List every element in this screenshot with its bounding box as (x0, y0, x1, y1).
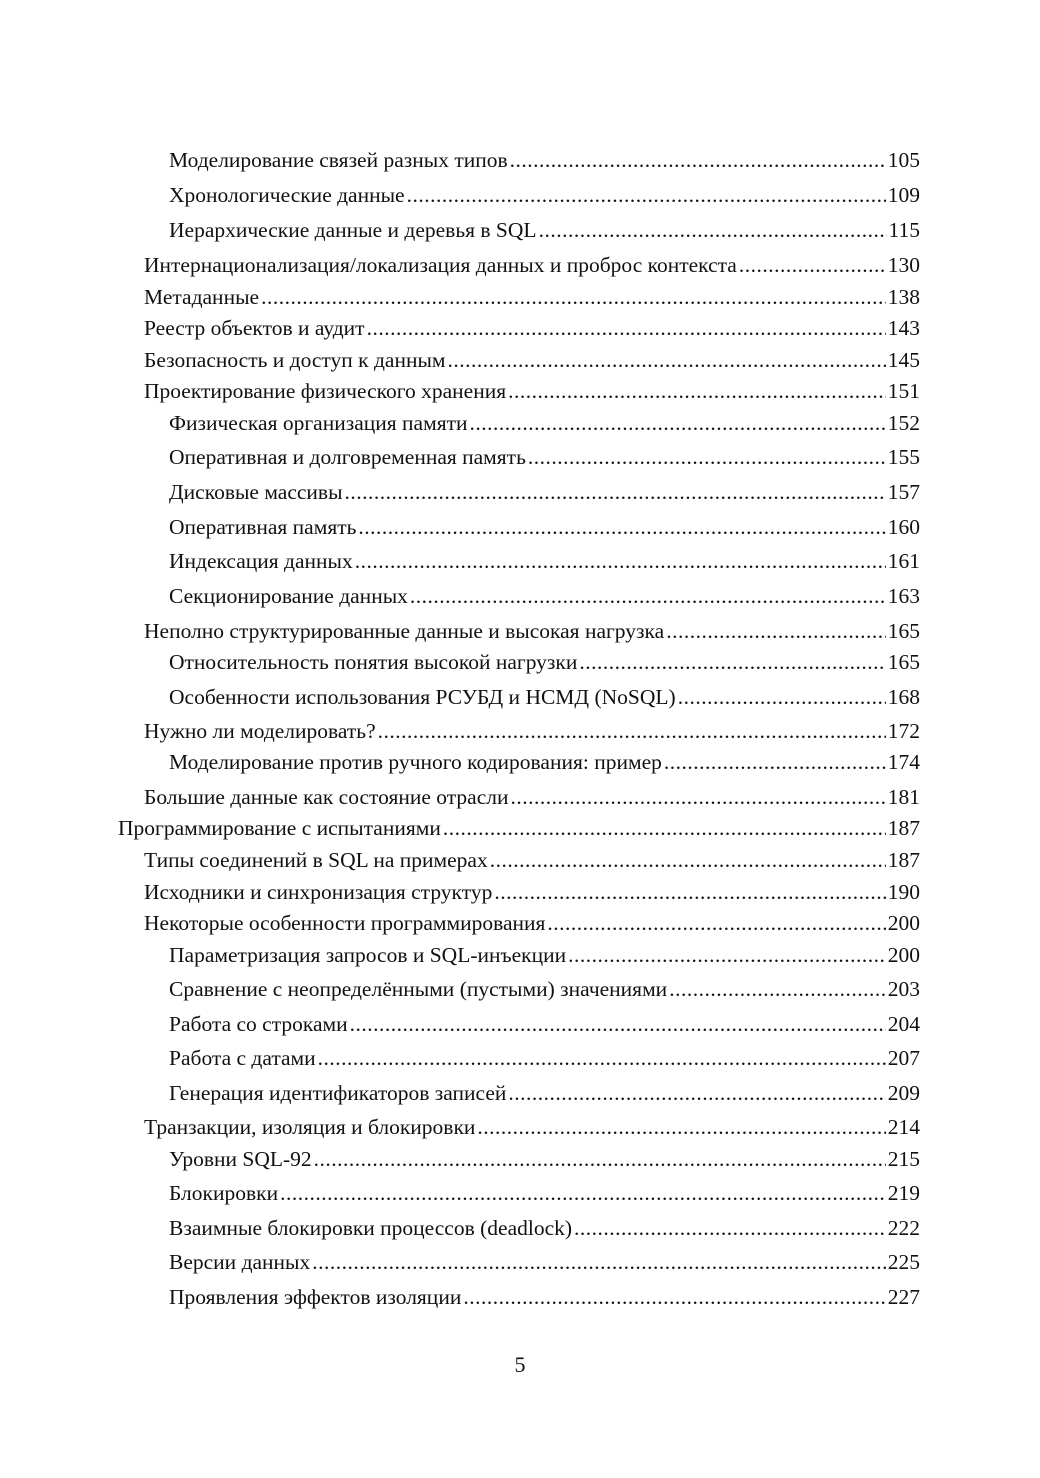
toc-entry-page: 165 (887, 650, 920, 674)
dot-leader (355, 547, 886, 575)
toc-entry (0, 1214, 920, 1242)
toc-entry-title: Хронологические данные (169, 183, 405, 207)
dot-leader (261, 283, 886, 311)
dot-leader (448, 346, 886, 374)
dot-leader (463, 1283, 885, 1311)
toc-entry-page: 222 (887, 1216, 920, 1240)
dot-leader (312, 1248, 885, 1276)
dot-leader (358, 513, 885, 541)
toc-entry (0, 547, 920, 575)
toc-entry-title: Неполно структурированные данные и высокая нагрузка (144, 619, 665, 643)
toc-entry (0, 181, 920, 209)
toc-entry-title: Моделирование связей разных типов (169, 148, 508, 172)
toc-entry-title: Взаимные блокировки процессов (deadlock) (169, 1216, 573, 1240)
toc-entry-page: 160 (887, 515, 920, 539)
toc-entry-title: Блокировки (169, 1181, 279, 1205)
toc-entry-title: Проявления эффектов изоляции (169, 1285, 462, 1309)
dot-leader (666, 617, 886, 645)
dot-leader (494, 878, 885, 906)
toc-entry (0, 409, 920, 437)
toc-entry (0, 648, 920, 676)
toc-entry-title: Метаданные (144, 285, 260, 309)
dot-leader (511, 783, 886, 811)
toc-entry-page: 190 (887, 880, 920, 904)
toc-entry-title: Иерархические данные и деревья в SQL (169, 218, 537, 242)
toc-entry-page: 187 (887, 848, 920, 872)
toc-entry (0, 909, 920, 937)
toc-entry-title: Оперативная память (169, 515, 357, 539)
toc-entry (0, 146, 920, 174)
toc-entry-page: 227 (887, 1285, 920, 1309)
toc-entry-title: Большие данные как состояние отрасли (144, 785, 509, 809)
toc-entry (0, 814, 920, 842)
toc-entry-title: Нужно ли моделировать? (144, 719, 376, 743)
toc-entry (0, 283, 920, 311)
dot-leader (443, 814, 886, 842)
toc-entry-title: Версии данных (169, 1250, 311, 1274)
toc-entry-title: Параметризация запросов и SQL-инъекции (169, 943, 567, 967)
toc-entry (0, 1044, 920, 1072)
toc-entry-title: Проектирование физического хранения (144, 379, 507, 403)
toc-entry-page: 203 (887, 977, 920, 1001)
toc-entry-page: 181 (887, 785, 920, 809)
toc-entry-title: Оперативная и долговременная память (169, 445, 526, 469)
page-number: 5 (514, 1352, 526, 1377)
toc-entry-page: 145 (887, 348, 920, 372)
toc-entry-page: 225 (887, 1250, 920, 1274)
toc-entry-page: 157 (887, 480, 920, 504)
dot-leader (314, 1145, 886, 1173)
toc-entry (0, 878, 920, 906)
toc-entry-title: Типы соединений в SQL на примерах (144, 848, 488, 872)
dot-leader (490, 846, 886, 874)
toc-entry-page: 204 (887, 1012, 920, 1036)
dot-leader (367, 314, 886, 342)
toc-entry-page: 163 (887, 584, 920, 608)
toc-entry-page: 168 (887, 685, 920, 709)
toc-entry (0, 846, 920, 874)
toc-entry (0, 377, 920, 405)
toc-entry (0, 617, 920, 645)
toc-entry-page: 165 (887, 619, 920, 643)
toc-entry-page: 130 (887, 253, 920, 277)
dot-leader (350, 1010, 886, 1038)
toc-entry-title: Некоторые особенности программирования (144, 911, 546, 935)
toc-entry-page: 105 (887, 148, 920, 172)
toc-entry-title: Реестр объектов и аудит (144, 316, 365, 340)
toc-entry-title: Генерация идентификаторов записей (169, 1081, 507, 1105)
dot-leader (528, 443, 886, 471)
dot-leader (579, 648, 885, 676)
toc-entry (0, 216, 920, 244)
toc-entry (0, 346, 920, 374)
toc-entry-title: Работа со строками (169, 1012, 348, 1036)
toc-entry (0, 251, 920, 279)
toc-entry (0, 783, 920, 811)
toc-entry (0, 941, 920, 969)
dot-leader (664, 748, 886, 776)
toc-entry (0, 1113, 920, 1141)
toc-entry-page: 115 (888, 218, 920, 242)
toc-entry-page: 143 (887, 316, 920, 340)
toc-entry-title: Транзакции, изоляция и блокировки (144, 1115, 476, 1139)
dot-leader (568, 941, 886, 969)
dot-leader (345, 478, 886, 506)
toc-entry-page: 209 (887, 1081, 920, 1105)
dot-leader (669, 975, 886, 1003)
toc-entry-page: 151 (887, 379, 920, 403)
toc-entry (0, 1010, 920, 1038)
toc-entry-title: Особенности использования РСУБД и НСМД (NoSQL) (169, 685, 676, 709)
toc-entry (0, 1079, 920, 1107)
toc-entry-title: Интернационализация/локализация данных и проброс контекста (144, 253, 737, 277)
toc-entry-title: Безопасность и доступ к данным (144, 348, 446, 372)
toc-entry-page: 155 (887, 445, 920, 469)
dot-leader (539, 216, 887, 244)
dot-leader (410, 582, 886, 610)
toc-entry-title: Работа с датами (169, 1046, 316, 1070)
toc-entry-page: 152 (887, 411, 920, 435)
dot-leader (508, 1079, 885, 1107)
dot-leader (678, 683, 886, 711)
dot-leader (280, 1179, 886, 1207)
toc-entry-page: 109 (887, 183, 920, 207)
dot-leader (318, 1044, 886, 1072)
toc-entry-title: Программирование с испытаниями (118, 816, 441, 840)
dot-leader (508, 377, 886, 405)
toc-entry-page: 172 (887, 719, 920, 743)
toc-entry-page: 174 (887, 750, 920, 774)
toc-entry-page: 207 (887, 1046, 920, 1070)
toc-entry-page: 161 (887, 549, 920, 573)
toc-entry (0, 314, 920, 342)
toc-entry-title: Моделирование против ручного кодирования: пример (169, 750, 662, 774)
toc-entry (0, 1145, 920, 1173)
toc-entry-page: 138 (887, 285, 920, 309)
toc-entry-title: Дисковые массивы (169, 480, 343, 504)
toc-entry-page: 187 (887, 816, 920, 840)
toc-entry-title: Физическая организация памяти (169, 411, 468, 435)
toc-entry-page: 200 (887, 911, 920, 935)
toc-entry (0, 1283, 920, 1311)
toc-entry-title: Сравнение с неопределёнными (пустыми) значениями (169, 977, 668, 1001)
dot-leader (378, 717, 886, 745)
dot-leader (469, 409, 885, 437)
toc-entry (0, 1248, 920, 1276)
toc-entry-title: Относительность понятия высокой нагрузки (169, 650, 578, 674)
toc-entry (0, 582, 920, 610)
toc-entry (0, 1179, 920, 1207)
toc-entry-page: 214 (887, 1115, 920, 1139)
toc-entry (0, 975, 920, 1003)
toc-entry-title: Секционирование данных (169, 584, 408, 608)
dot-leader (510, 146, 886, 174)
dot-leader (574, 1214, 886, 1242)
dot-leader (477, 1113, 885, 1141)
toc-entry (0, 443, 920, 471)
toc-entry (0, 478, 920, 506)
toc-entry-title: Индексация данных (169, 549, 353, 573)
toc-entry-page: 215 (887, 1147, 920, 1171)
toc-entry (0, 513, 920, 541)
dot-leader (407, 181, 886, 209)
toc-entry (0, 717, 920, 745)
toc-entry (0, 683, 920, 711)
toc-entry (0, 748, 920, 776)
toc-entry-title: Исходники и синхронизация структур (144, 880, 493, 904)
toc-entry-page: 200 (887, 943, 920, 967)
dot-leader (739, 251, 886, 279)
toc-entry-page: 219 (887, 1181, 920, 1205)
toc-entry-title: Уровни SQL-92 (169, 1147, 312, 1171)
dot-leader (547, 909, 885, 937)
